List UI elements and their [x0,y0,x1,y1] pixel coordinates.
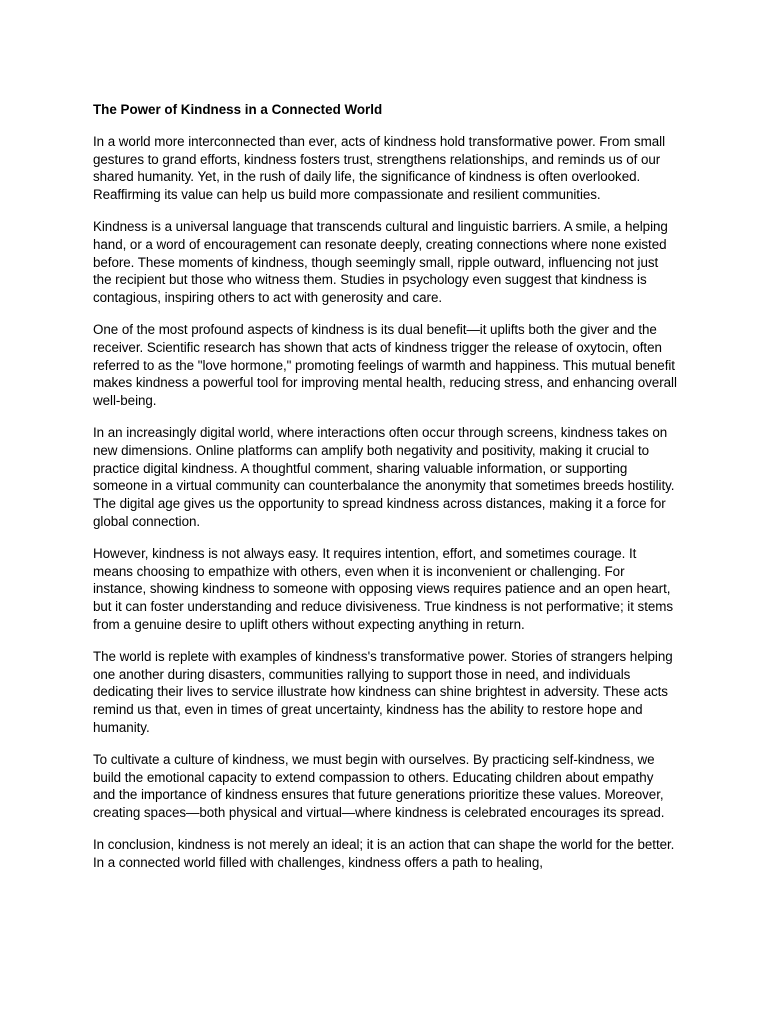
paragraph-1: In a world more interconnected than ever, acts of kindness hold transformative power. From small gestures to grand efforts, kindness fosters trust, strengthens relationships, and reminds us of our shared humanity. Yet, in the rush of daily life, the significance of kindness is often overlooked. Reaffirming its value can help us build more compassionate and resilient communities. [93,133,666,203]
paragraph-7: To cultivate a culture of kindness, we must begin with ourselves. By practicing self-kindness, we build the emotional capacity to extend compassion to others. Educating children about empathy and the importance of kindness ensures that future generations prioritize these values. Moreover, creating spaces—both physical and virtual—where kindness is celebrated encourages its spread. [93,751,665,821]
paragraph-2: Kindness is a universal language that transcends cultural and linguistic barriers. A smile, a helping hand, or a word of encouragement can resonate deeply, creating connections where none existed before. These moments of kindness, though seemingly small, ripple outward, influencing not just the recipient but those who witness them. Studies in psychology even suggest that kindness is contagious, inspiring others to act with generosity and care. [93,218,668,306]
paragraph-3: One of the most profound aspects of kindness is its dual benefit—it uplifts both the giver and the receiver. Scientific research has shown that acts of kindness trigger the release of oxytocin, often referred to as the "love hormone," promoting feelings of warmth and happiness. This mutual benefit makes kindness a powerful tool for improving mental health, reducing stress, and enhancing overall well-being. [93,321,677,409]
paragraph-6: The world is replete with examples of kindness's transformative power. Stories of strangers helping one another during disasters, communities rallying to support those in need, and individuals dedicating their lives to service illustrate how kindness can shine brightest in adversity. These acts remind us that, even in times of great uncertainty, kindness has the ability to restore hope and humanity. [93,648,673,735]
document-page [93,101,677,885]
paragraph-8: In conclusion, kindness is not merely an ideal; it is an action that can shape the world for the better. In a connected world filled with challenges, kindness offers a path to healing, [93,836,675,870]
document-title: The Power of Kindness in a Connected World [93,102,383,117]
paragraph-5: However, kindness is not always easy. It requires intention, effort, and sometimes courage. It means choosing to empathize with others, even when it is inconvenient or challenging. For instance, showing kindness to someone with opposing views requires patience and an open heart, but it can foster understanding and reduce divisiveness. True kindness is not performative; it stems from a genuine desire to uplift others without expecting anything in return. [93,545,674,632]
paragraph-4: In an increasingly digital world, where interactions often occur through screens, kindness takes on new dimensions. Online platforms can amplify both negativity and positivity, making it crucial to practice digital kindness. A thoughtful comment, sharing valuable information, or supporting someone in a virtual community can counterbalance the anonymity that sometimes breeds hostility. The digital age gives us the opportunity to spread kindness across distances, making it a force for global connection. [93,424,675,529]
